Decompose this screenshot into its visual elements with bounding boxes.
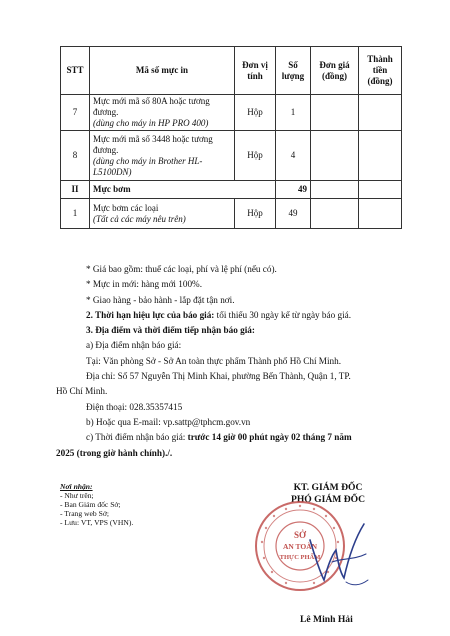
quote-table — [60, 46, 402, 229]
recipient-item: - Ban Giám đốc Sở; — [60, 500, 121, 509]
section-price — [311, 181, 359, 199]
item-name: Mực mới mã số 3448 hoặc tương đương. — [93, 133, 213, 155]
row-price — [311, 199, 359, 229]
email-line: b) Hoặc qua E-mail: vp.sattp@tphcm.gov.vn — [86, 416, 251, 427]
address-line: Địa chỉ: Số 57 Nguyễn Thị Minh Khai, phường Bến Thành, Quận 1, TP. — [86, 371, 351, 382]
header-name: Mã số mực in — [90, 47, 235, 95]
item-note: (Tất cả các máy nêu trên) — [93, 213, 186, 224]
row-stt: 8 — [61, 131, 90, 181]
row-unit: Hộp — [235, 131, 276, 181]
signature-title-2: PHÓ GIÁM ĐỐC — [290, 494, 366, 505]
table-header-row — [61, 47, 402, 95]
item-note: (dùng cho máy in Brother HL-L5100DN) — [93, 155, 203, 177]
signer-name: Lê Minh Hải — [300, 614, 353, 625]
validity-line — [86, 308, 386, 323]
header-stt: STT — [61, 47, 90, 95]
row-qty: 49 — [276, 199, 311, 229]
table-row — [61, 199, 402, 229]
item-note: (dùng cho máy in HP PRO 400) — [93, 118, 209, 128]
row-price — [311, 95, 359, 131]
terms-section — [56, 262, 386, 461]
section-stt: II — [61, 181, 90, 199]
row-price — [311, 131, 359, 181]
office-line: Tại: Văn phòng Sở - Sở An toàn thực phẩm Thành phố Hồ Chí Minh. — [86, 355, 342, 366]
header-price: Đơn giá (đồng) — [311, 47, 359, 95]
section-row — [61, 181, 402, 199]
note-price: * Giá bao gồm: thuế các loại, phí và lệ phí (nếu có). — [86, 264, 277, 274]
row-stt: 1 — [61, 199, 90, 229]
row-name — [90, 131, 235, 181]
header-total: Thành tiền (đồng) — [359, 47, 402, 95]
recipient-item: - Lưu: VT, VPS (VHN). — [60, 518, 134, 527]
section-qty: 49 — [276, 181, 311, 199]
section-name: Mực bơm — [90, 181, 276, 199]
row-total — [359, 95, 402, 131]
svg-text:THỰC PHẨM: THỰC PHẨM — [279, 554, 321, 561]
row-total — [359, 131, 402, 181]
phone-line: Điện thoại: 028.35357415 — [86, 401, 183, 412]
address-line-cont: Hồ Chí Minh. — [56, 386, 108, 397]
signature-title-1: KT. GIÁM ĐỐC — [293, 482, 363, 493]
header-qty: Số lượng — [276, 47, 311, 95]
place-a: a) Địa điểm nhận báo giá: — [86, 340, 182, 351]
row-unit: Hộp — [235, 95, 276, 131]
time-line-cont: 2025 (trong giờ hành chính)./. — [56, 447, 173, 458]
table-row — [61, 131, 402, 181]
row-unit: Hộp — [235, 199, 276, 229]
time-value: trước 14 giờ 00 phút ngày 02 tháng 7 năm — [187, 432, 352, 443]
row-name — [90, 95, 235, 131]
svg-text:SỞ: SỞ — [293, 530, 307, 540]
table-row — [61, 95, 402, 131]
section-total — [359, 181, 402, 199]
recipients-heading: Nơi nhận: — [60, 482, 93, 491]
time-line — [86, 430, 386, 445]
recipient-item: - Như trên; — [60, 491, 94, 500]
row-name — [90, 199, 235, 229]
row-qty: 4 — [276, 131, 311, 181]
recipient-item: - Trang web Sở; — [60, 509, 109, 518]
row-qty: 1 — [276, 95, 311, 131]
place-heading: 3. Địa điểm và thời điểm tiếp nhận báo giá: — [86, 325, 255, 336]
recipients-block — [60, 482, 230, 527]
row-total — [359, 199, 402, 229]
row-stt: 7 — [61, 95, 90, 131]
header-unit: Đơn vị tính — [235, 47, 276, 95]
svg-text:AN TOÀN: AN TOÀN — [282, 542, 318, 551]
note-new: * Mực in mới: hàng mới 100%. — [86, 279, 203, 290]
validity-label: 2. Thời hạn hiệu lực của báo giá: — [86, 309, 215, 320]
note-delivery: * Giao hàng - bảo hành - lắp đặt tận nơi. — [86, 294, 235, 305]
item-name: Mực mới mã số 80A hoặc tương đương. — [93, 96, 210, 117]
item-name: Mực bơm các loại — [93, 202, 159, 213]
time-label: c) Thời điểm nhận báo giá: — [86, 432, 188, 443]
validity-text: tối thiểu 30 ngày kể từ ngày báo giá. — [214, 309, 352, 320]
handwritten-signature-icon — [302, 510, 372, 600]
